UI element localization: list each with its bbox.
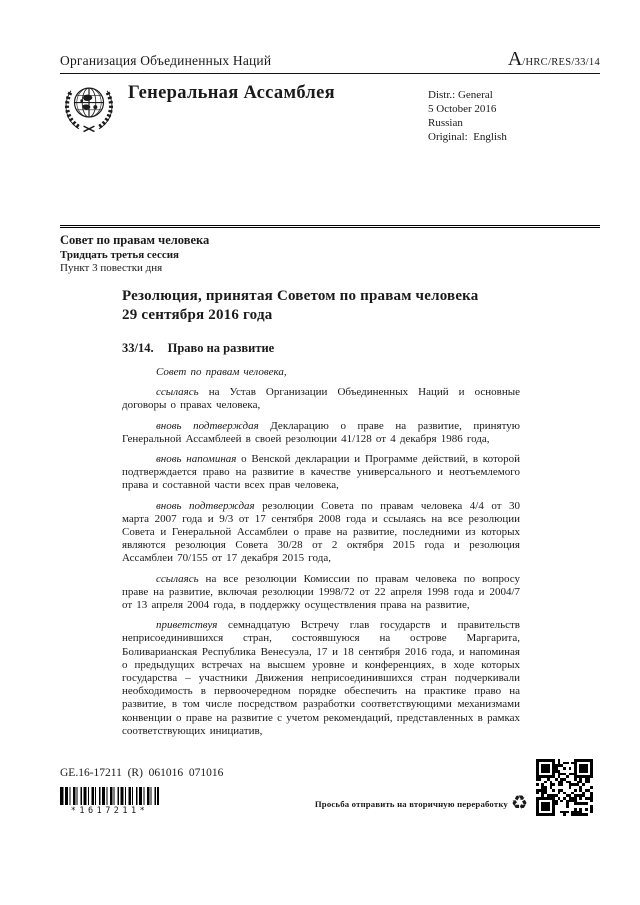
preamble-paragraph: вновь подтверждая Декларацию о праве на развитие, принятую Генеральной Ассамблеей в своей резолюции 41/128 от 4 декабря 1986 года, <box>122 419 520 445</box>
preamble-paragraph: вновь напоминая о Венской декларации и Программе действий, в которой подтверждается право на развитие в качестве универсального и неотъемлемого права и составной части всех прав человека, <box>122 453 520 492</box>
resolution-number: 33/14. <box>122 341 154 355</box>
doc-symbol-prefix: A <box>507 48 523 70</box>
council-name: Совет по правам человека <box>60 233 210 247</box>
preamble-paragraph: вновь подтверждая резолюции Совета по правам человека 4/4 от 30 марта 2007 года и 9/3 от 17 сентября 2008 года и ссылаясь на все резолюции Совета и Генеральной Ассамблеи о праве на развитие, последними из которых являются резолюция Совета 30/28 от 2 октября 2015 года и резолюция Ассамблеи 70/155 от 17 декабря 2015 года, <box>122 499 520 565</box>
distribution-block <box>428 88 507 144</box>
distr-line: Original: English <box>428 131 507 143</box>
section-rule <box>60 225 600 228</box>
barcode-text: *1617211* <box>70 806 149 816</box>
recycle-text: Просьба отправить на вторичную переработку <box>314 798 508 809</box>
distr-line: 5 October 2016 <box>428 103 497 115</box>
preamble-paragraph: Совет по правам человека, <box>156 366 287 378</box>
session-line: Тридцать третья сессия <box>60 249 180 261</box>
header-rule <box>60 73 600 74</box>
qr-code <box>536 759 593 816</box>
preamble-paragraph: ссылаясь на Устав Организации Объединенных Наций и основные договоры о правах человека, <box>122 386 520 412</box>
agenda-line: Пункт 3 повестки дня <box>60 262 163 274</box>
resolution-subject: Право на развитие <box>167 341 275 355</box>
doc-symbol <box>400 48 600 71</box>
distr-line: Russian <box>428 117 463 129</box>
preamble-paragraph: ссылаясь на все резолюции Комиссии по правам человека по вопросу праве на развитие, включая резолюции 1998/72 от 22 апреля 1998 года и 2004/7 от 13 апреля 2004 года, в поддержку осуществления права на развитие, <box>122 572 520 612</box>
resolution-body <box>122 366 520 745</box>
org-name: Организация Объединенных Наций <box>60 53 272 68</box>
doc-symbol-suffix: /HRC/RES/33/14 <box>522 57 600 68</box>
un-emblem-icon <box>60 79 118 137</box>
recycle-icon: ♻ <box>510 792 528 814</box>
recycle-notice <box>280 794 528 813</box>
ge-document-code: GE.16-17211 (R) 061016 071016 <box>60 767 224 779</box>
distr-line: Distr.: General <box>428 89 493 101</box>
preamble-paragraph: приветствуя семнадцатую Встречу глав государств и правительств неприсоединившихся стран, состоявшуюся на острове Маргарита, Боливарианская Республика Венесуэла, 17 и 18 сентября 2016 года, и напоминая о предыдущих встречах на высшем уровне и конференциях, в ходе которых государства – участники Движения неприсоединившихся стран подчеркивали необходимость в первоочередном порядке обеспечить на практике право на развитие, в том числе посредством разработки соответствующими механизмами конвенции о праве на развитие с учетом рекомендаций, представленных в рамках соответствующих инициатив, <box>122 619 520 737</box>
resolution-title <box>122 287 479 325</box>
resolution-title-line2: 29 сентября 2016 года <box>122 307 273 323</box>
barcode <box>60 787 159 805</box>
resolution-number-heading <box>122 341 274 356</box>
resolution-title-line1: Резолюция, принятая Советом по правам человека <box>122 288 479 304</box>
assembly-title: Генеральная Ассамблея <box>128 83 335 103</box>
